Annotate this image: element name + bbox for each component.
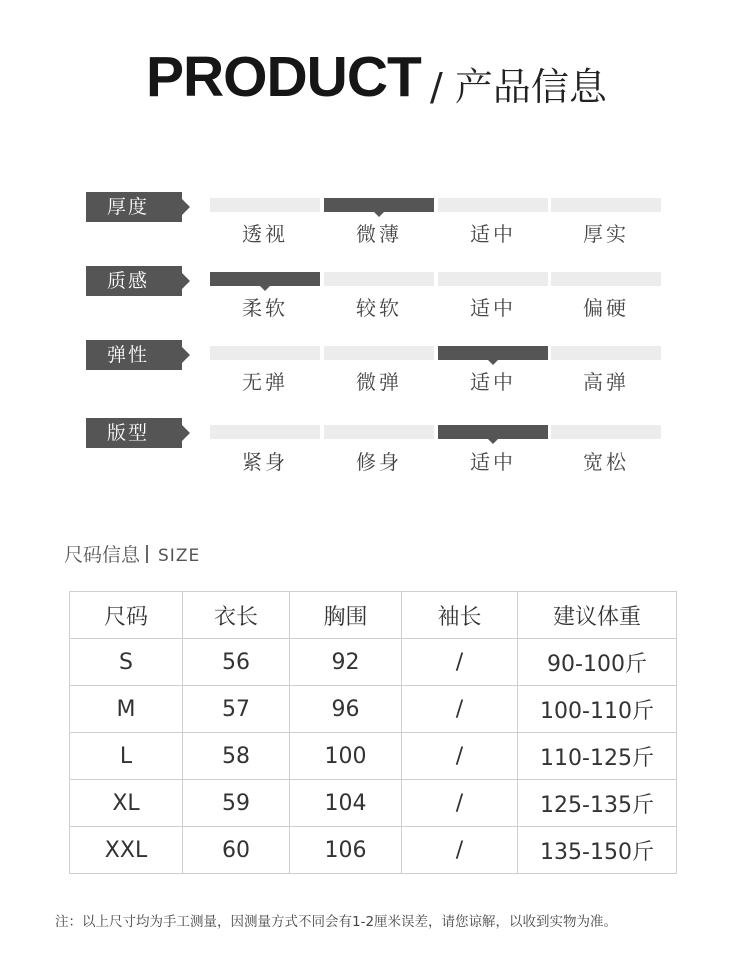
option-label: 微薄 [356, 222, 402, 246]
heading-divider [146, 545, 148, 563]
page-title-en: PRODUCT [146, 45, 421, 109]
table-header-cell: 胸围 [290, 592, 402, 639]
table-cell: 106 [290, 827, 402, 874]
table-cell: 56 [183, 639, 290, 686]
table-header-cell: 衣长 [183, 592, 290, 639]
level-bar [210, 198, 320, 212]
table-row [70, 780, 677, 827]
level-bar [324, 198, 434, 212]
attribute-label: 弹性 [86, 340, 182, 370]
table-cell: 110-125斤 [518, 733, 677, 780]
option-label: 无弹 [242, 370, 288, 394]
table-header-cell: 尺码 [70, 592, 183, 639]
table-row [70, 686, 677, 733]
attribute-row-elasticity [0, 340, 750, 400]
level-bar [210, 425, 320, 439]
table-cell: 58 [183, 733, 290, 780]
table-cell: / [402, 686, 518, 733]
option-label: 柔软 [242, 296, 288, 320]
table-row [70, 639, 677, 686]
table-row [70, 733, 677, 780]
option-label: 高弹 [583, 370, 629, 394]
size-heading-en: SIZE [158, 546, 201, 566]
table-cell: XL [70, 780, 183, 827]
table-cell: / [402, 780, 518, 827]
level-bar [210, 346, 320, 360]
header [0, 44, 750, 114]
level-bar [324, 272, 434, 286]
attribute-label: 厚度 [86, 192, 182, 222]
measurement-note: 注：以上尺寸均为手工测量，因测量方式不同会有1-2厘米误差，请您谅解，以收到实物为准。 [55, 914, 618, 930]
option-label: 适中 [470, 296, 516, 320]
attribute-label: 版型 [86, 418, 182, 448]
option-label: 较软 [356, 296, 402, 320]
table-cell: 96 [290, 686, 402, 733]
table-cell: 57 [183, 686, 290, 733]
option-label: 微弹 [356, 370, 402, 394]
option-label: 适中 [470, 370, 516, 394]
option-label: 厚实 [583, 222, 629, 246]
attribute-label: 质感 [86, 266, 182, 296]
option-label: 适中 [470, 222, 516, 246]
level-bar [551, 425, 661, 439]
table-cell: 59 [183, 780, 290, 827]
level-bar [438, 425, 548, 439]
table-cell: XXL [70, 827, 183, 874]
table-cell: / [402, 639, 518, 686]
table-cell: 60 [183, 827, 290, 874]
size-table [69, 591, 677, 874]
level-bar [438, 346, 548, 360]
table-header-cell: 建议体重 [518, 592, 677, 639]
option-label: 透视 [242, 222, 288, 246]
table-cell: 135-150斤 [518, 827, 677, 874]
level-bar [551, 198, 661, 212]
option-label: 适中 [470, 450, 516, 474]
size-section-heading [64, 540, 200, 567]
level-bar [438, 272, 548, 286]
attribute-row-texture [0, 266, 750, 326]
table-cell: S [70, 639, 183, 686]
table-cell: / [402, 733, 518, 780]
option-label: 偏硬 [583, 296, 629, 320]
table-header-cell: 袖长 [402, 592, 518, 639]
size-heading-cn: 尺码信息 [64, 544, 141, 566]
table-cell: 125-135斤 [518, 780, 677, 827]
level-bar [551, 272, 661, 286]
level-bar [324, 346, 434, 360]
level-bar [210, 272, 320, 286]
table-cell: 90-100斤 [518, 639, 677, 686]
table-cell: L [70, 733, 183, 780]
page-title-cn: / 产品信息 [430, 65, 607, 109]
attribute-row-fit [0, 418, 750, 478]
level-bar [551, 346, 661, 360]
table-header-row [70, 592, 677, 639]
option-label: 宽松 [583, 450, 629, 474]
table-cell: M [70, 686, 183, 733]
option-label: 紧身 [242, 450, 288, 474]
level-bar [438, 198, 548, 212]
table-cell: 104 [290, 780, 402, 827]
attribute-row-thickness [0, 192, 750, 252]
table-cell: 100-110斤 [518, 686, 677, 733]
level-bar [324, 425, 434, 439]
table-cell: 92 [290, 639, 402, 686]
table-cell: 100 [290, 733, 402, 780]
table-cell: / [402, 827, 518, 874]
table-row [70, 827, 677, 874]
option-label: 修身 [356, 450, 402, 474]
